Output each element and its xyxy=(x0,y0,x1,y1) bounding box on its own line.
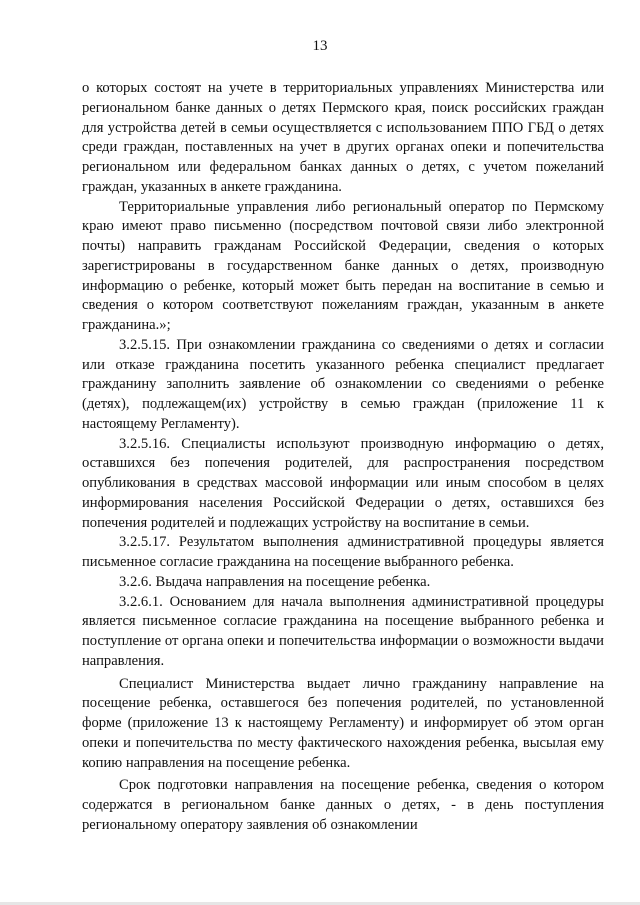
paragraph-3-2-5-17: 3.2.5.17. Результатом выполнения административной процедуры является письменное согласие гражданина на посещение выбранного ребенка. xyxy=(82,534,604,570)
paragraph-continuation: о которых состоят на учете в территориальных управлениях Министерства или региональном банке данных о детях Пермского края, поиск российских граждан для устройства детей в семьи осуществляется с использованием ППО ГБД о детях среди граждан, поставленных на учет в других органах опеки и попечительства региональном или федеральном банках данных о детях, с учетом пожеланий граждан, указанных в анкете гражданина. xyxy=(82,80,604,195)
paragraph-territorial-offices: Территориальные управления либо региональный оператор по Пермскому краю имеют право письменно (посредством почтовой связи либо электронной почты) направить гражданам Российской Федерации, сведения о которых зарегистрированы в государственном банке данных о детях, производную информацию о ребенке, который может быть передан на воспитание в семью и сведения о котором соответствуют пожеланиям граждан, указанным в анкете гражданина.»; xyxy=(82,198,604,333)
page-number: 13 xyxy=(312,38,328,54)
paragraph-ministry-specialist: Специалист Министерства выдает лично гражданину направление на посещение ребенка, оставшегося без попечения родителей, по установленной форме (приложение 13 к настоящему Регламенту) и информирует об этом орган опеки и попечительства по месту фактического нахождения ребенка, высылая ему копию направления на посещение ребенка. xyxy=(82,675,604,771)
paragraph-3-2-6-1: 3.2.6.1. Основанием для начала выполнения административной процедуры является письменное согласие гражданина на посещение выбранного ребенка и поступление от органа опеки и попечительства информации о возможности выдачи направления. xyxy=(82,593,604,669)
document-body xyxy=(82,79,604,833)
paragraph-3-2-5-15: 3.2.5.15. При ознакомлении гражданина со сведениями о детях и согласии или отказе гражданина посетить указанного ребенка специалист предлагает гражданину заполнить заявление об ознакомлении со сведениями о ребенке (детях), подлежащем(их) устройству в семью граждан (приложение 11 к настоящему Регламенту). xyxy=(82,336,604,432)
paragraph-3-2-5-16: 3.2.5.16. Специалисты используют производную информацию о детях, оставшихся без попечения родителей, для распространения посредством опубликования в средствах массовой информации или иным способом в целях информирования населения Российской Федерации о детях, оставшихся без попечения родителей и подлежащих устройству на воспитание в семьи. xyxy=(82,435,604,531)
paragraph-3-2-6-heading: 3.2.6. Выдача направления на посещение ребенка. xyxy=(119,573,431,590)
paragraph-preparation-term: Срок подготовки направления на посещение ребенка, сведения о котором содержатся в региональном банке данных о детях, - в день поступления региональному оператору заявления об ознакомлении xyxy=(82,777,604,833)
